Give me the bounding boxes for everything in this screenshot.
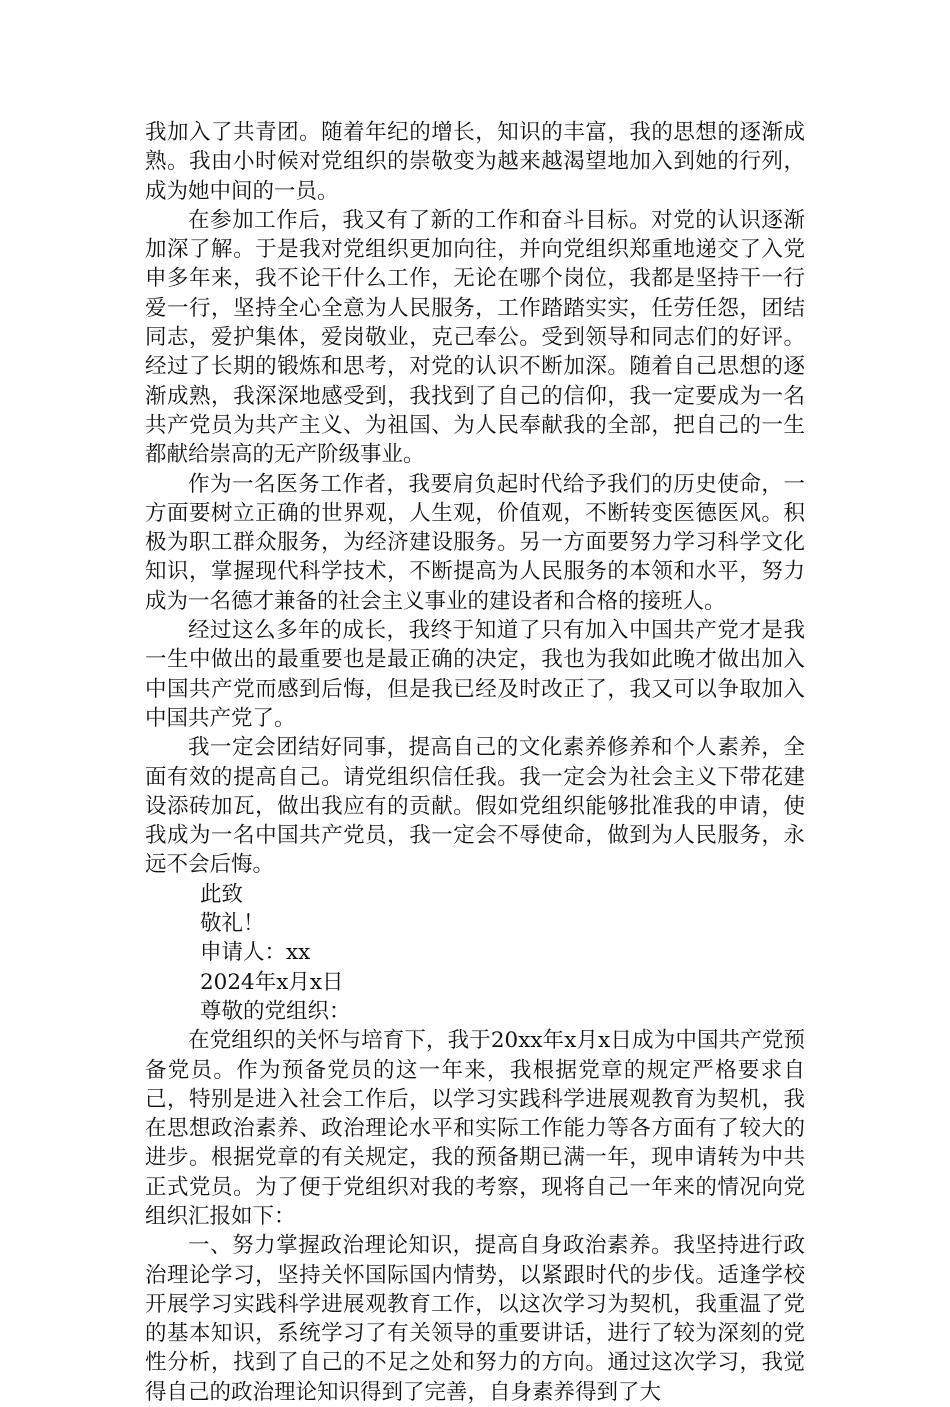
salutation-line: 此致 <box>200 881 244 907</box>
document-body <box>145 118 805 1407</box>
greeting-line: 尊敬的党组织： <box>200 998 351 1024</box>
paragraph: 经过这么多年的成长，我终于知道了只有加入中国共产党才是我一生中做出的最重要也是最正确的决定，我也为我如此晚才做出加入中国共产党而感到后悔，但是我已经及时改正了，我又可以争取加入中国共产党了。 <box>145 618 805 731</box>
salutation-line: 敬礼！ <box>200 911 265 937</box>
paragraph: 我加入了共青团。随着年纪的增长，知识的丰富，我的思想的逐渐成熟。我由小时候对党组织的崇敬变为越来越渴望地加入到她的行列，成为她中间的一员。 <box>145 120 805 204</box>
paragraph: 我一定会团结好同事，提高自己的文化素养修养和个人素养，全面有效的提高自己。请党组织信任我。我一定会为社会主义下带花建设添砖加瓦，做出我应有的贡献。假如党组织能够批准我的申请，使我成为一名中国共产党员，我一定会不辱使命，做到为人民服务，永远不会后悔。 <box>145 735 805 878</box>
paragraph: 在参加工作后，我又有了新的工作和奋斗目标。对党的认识逐渐加深了解。于是我对党组织更加向往，并向党组织郑重地递交了入党申多年来，我不论干什么工作，无论在哪个岗位，我都是坚持干一行爱一行，坚持全心全意为人民服务，工作踏踏实实，任劳任怨，团结同志，爱护集体，爱岗敬业，克己奉公。受到领导和同志们的好评。经过了长期的锻炼和思考，对党的认识不断加深。随着自己思想的逐渐成熟，我深深地感受到，我找到了自己的信仰，我一定要成为一名共产党员为共产主义、为祖国、为人民奉献我的全部，把自己的一生都献给崇高的无产阶级事业。 <box>145 207 805 468</box>
applicant-line: 申请人：xx <box>200 940 311 966</box>
paragraph: 一、努力掌握政治理论知识，提高自身政治素养。我坚持进行政治理论学习，坚持关怀国际国内情势，以紧跟时代的步伐。适逢学校开展学习实践科学进展观教育工作，以这次学习为契机，我重温了党的基本知识，系统学习了有关领导的重要讲话，进行了较为深刻的党性分析，找到了自己的不足之处和努力的方向。通过这次学习，我觉得自己的政治理论知识得到了完善，自身素养得到了大 <box>145 1233 805 1405</box>
paragraph: 作为一名医务工作者，我要肩负起时代给予我们的历史使命，一方面要树立正确的世界观，人生观，价值观，不断转变医德医风。积极为职工群众服务，为经济建设服务。另一方面要努力学习科学文化知识，掌握现代科学技术，不断提高为人民服务的本领和水平，努力成为一名德才兼备的社会主义事业的建设者和合格的接班人。 <box>145 471 805 614</box>
paragraph: 在党组织的关怀与培育下，我于20xx年x月x日成为中国共产党预备党员。作为预备党员的这一年来，我根据党章的规定严格要求自己，特别是进入社会工作后，以学习实践科学进展观教育为契机，我在思想政治素养、政治理论水平和实际工作能力等各方面有了较大的进步。根据党章的有关规定，我的预备期已满一年，现申请转为中共正式党员。为了便于党组织对我的考察，现将自己一年来的情况向党组织汇报如下： <box>145 1028 805 1229</box>
date-line: 2024年x月x日 <box>200 969 344 995</box>
